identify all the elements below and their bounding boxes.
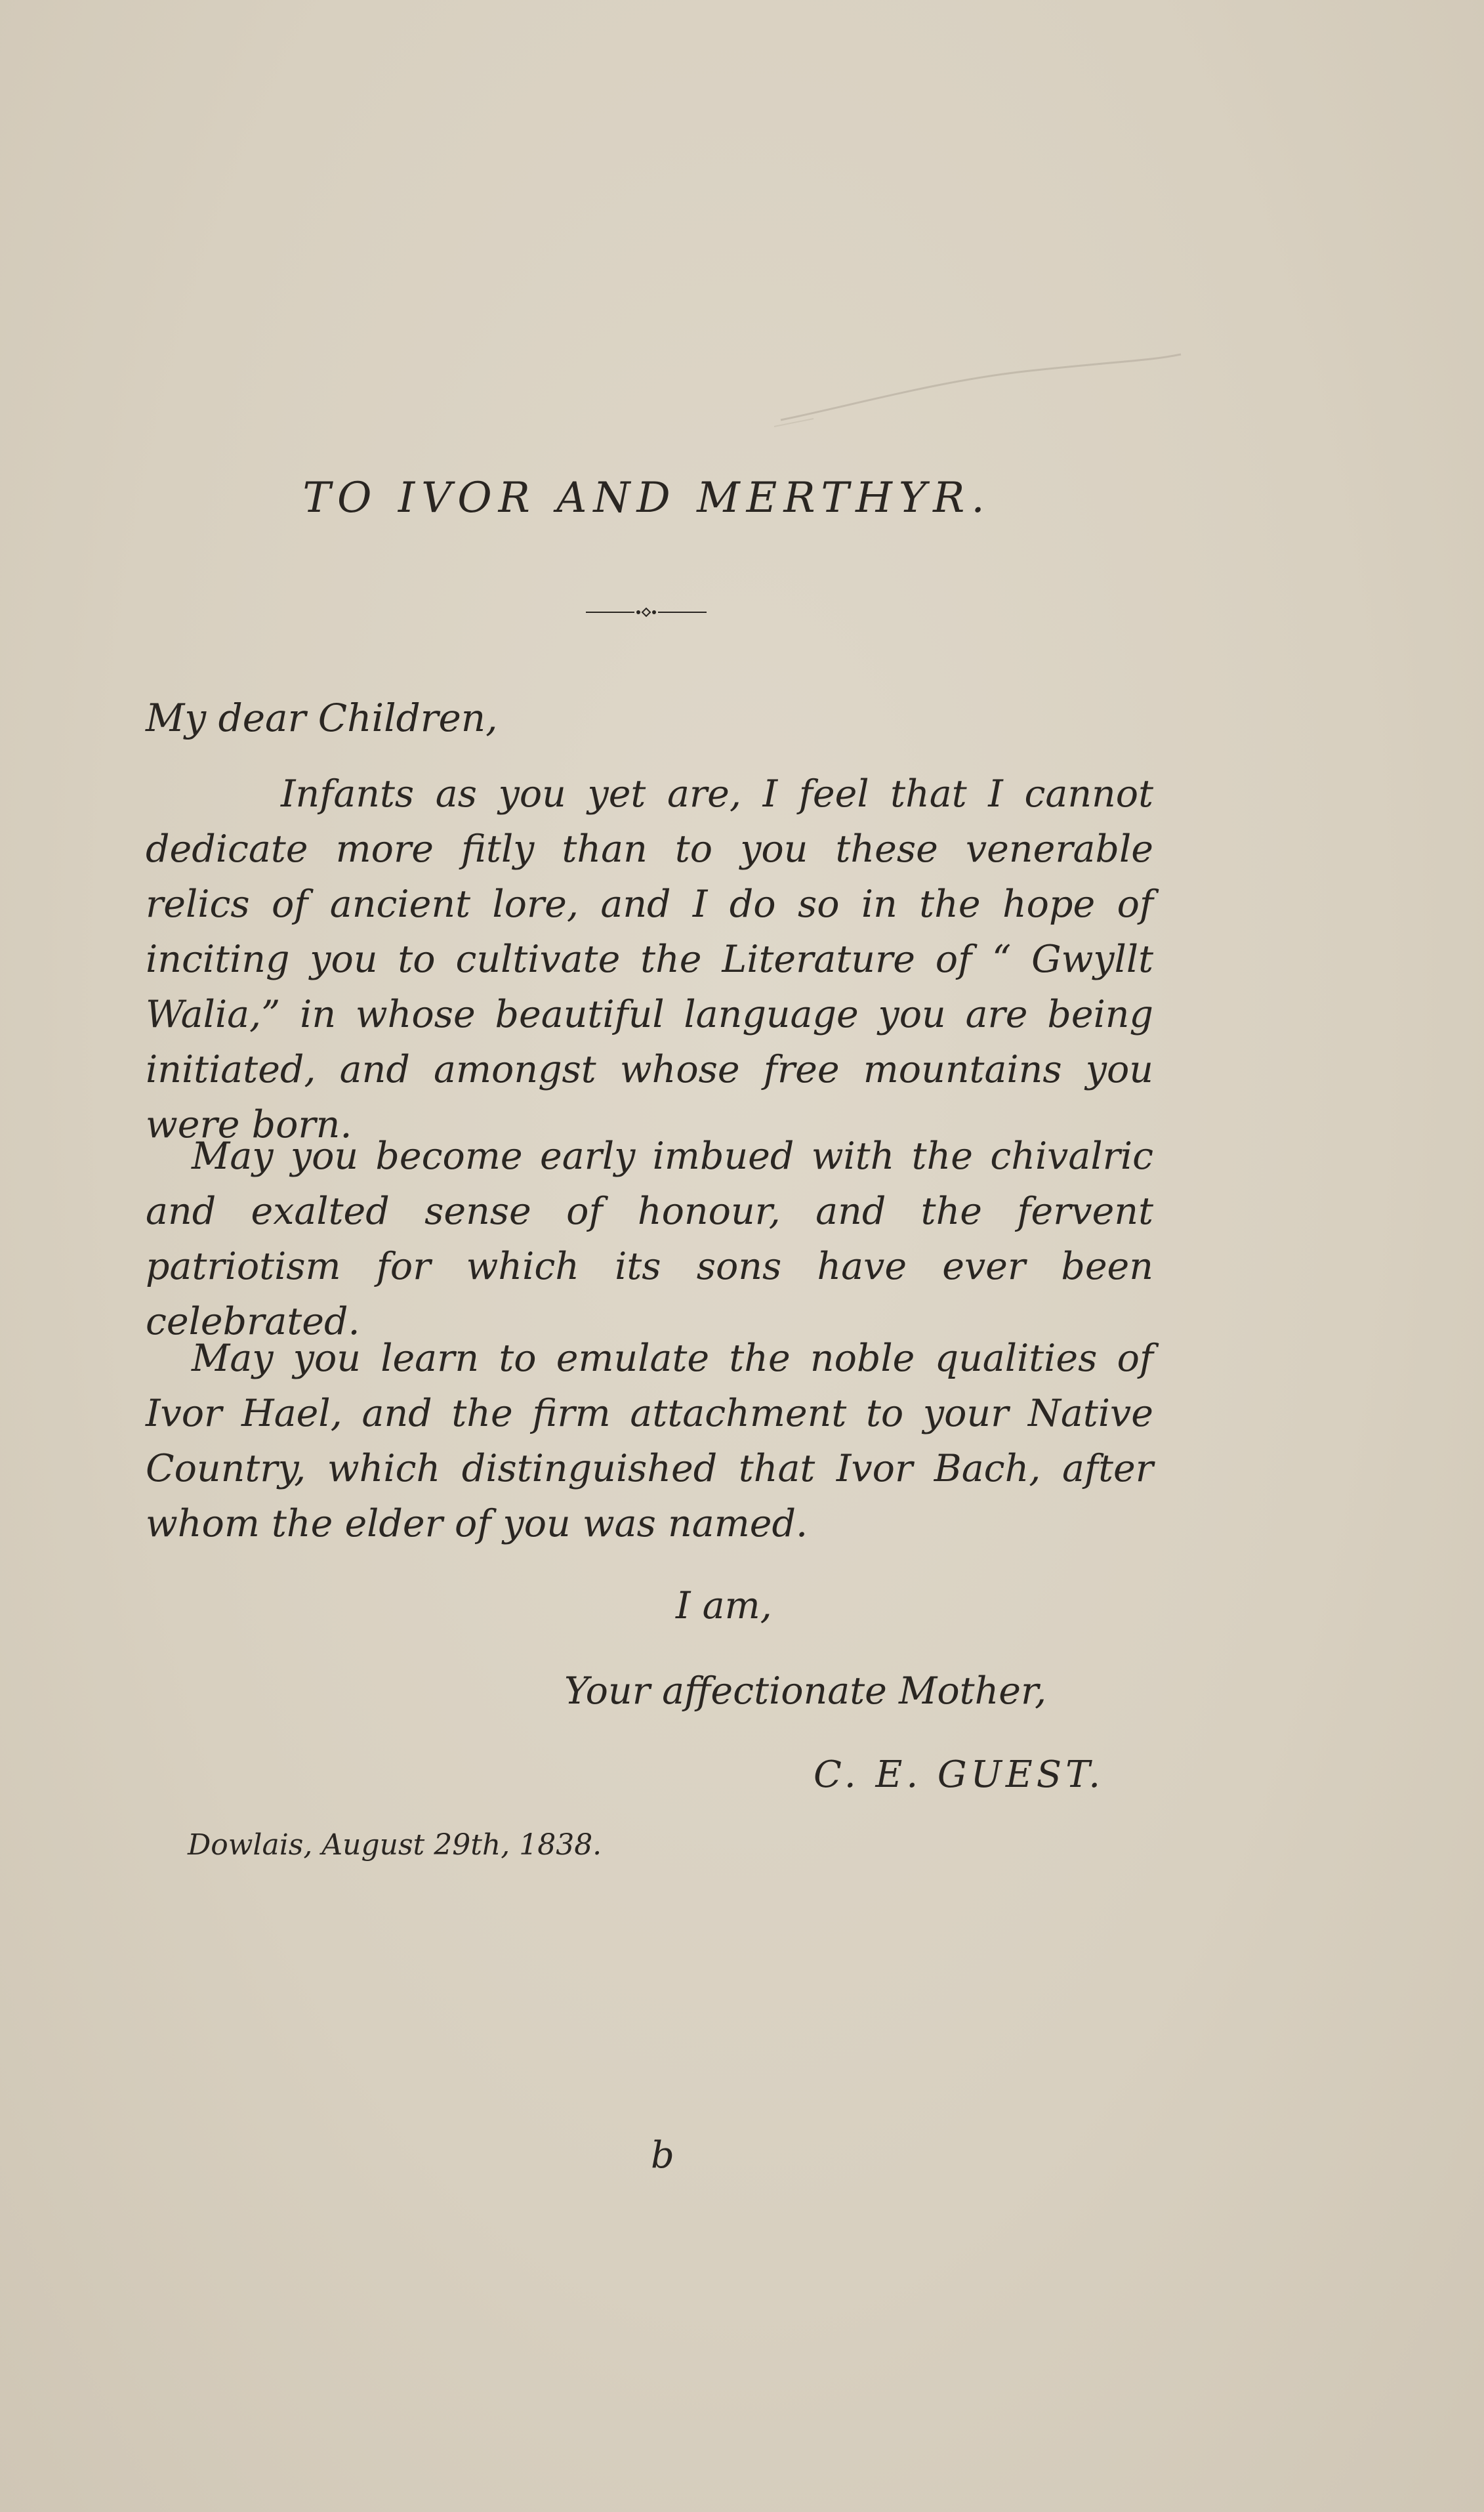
signature: C. E. GUEST.: [814, 1753, 1105, 1796]
ornament-divider: [586, 602, 707, 622]
salutation: My dear Children,: [146, 696, 498, 740]
closing-line-2: Your affectionate Mother,: [564, 1669, 1047, 1713]
paper-scuff-mark: [768, 341, 1187, 433]
closing-line-1: I am,: [676, 1584, 772, 1627]
paragraph-2: May you become early imbued with the chivalric and exalted sense of honour, and the fervent patriotism for which its sons have ever been celebrated.: [146, 1135, 1153, 1343]
paragraph-3: May you learn to emulate the noble qualities of Ivor Hael, and the firm attachment to your Native Country, which distinguished that Ivor Bach, after whom the elder of you was named.: [146, 1337, 1153, 1545]
dateline: Dowlais, August 29th, 1838.: [188, 1828, 602, 1862]
dedication-title: TO IVOR AND MERTHYR.: [302, 474, 991, 522]
paragraph-1: Infants as you yet are, I feel that I cannot dedicate more fitly than to you these venerable relics of ancient lore, and I do so in the hope of inciting you to cultivate the Literature of “ Gwyllt Walia,” in whose beautiful language you are being initiated, and amongst whose free mountains you were born.: [146, 772, 1153, 1146]
page-signature-mark: b: [651, 2134, 674, 2177]
